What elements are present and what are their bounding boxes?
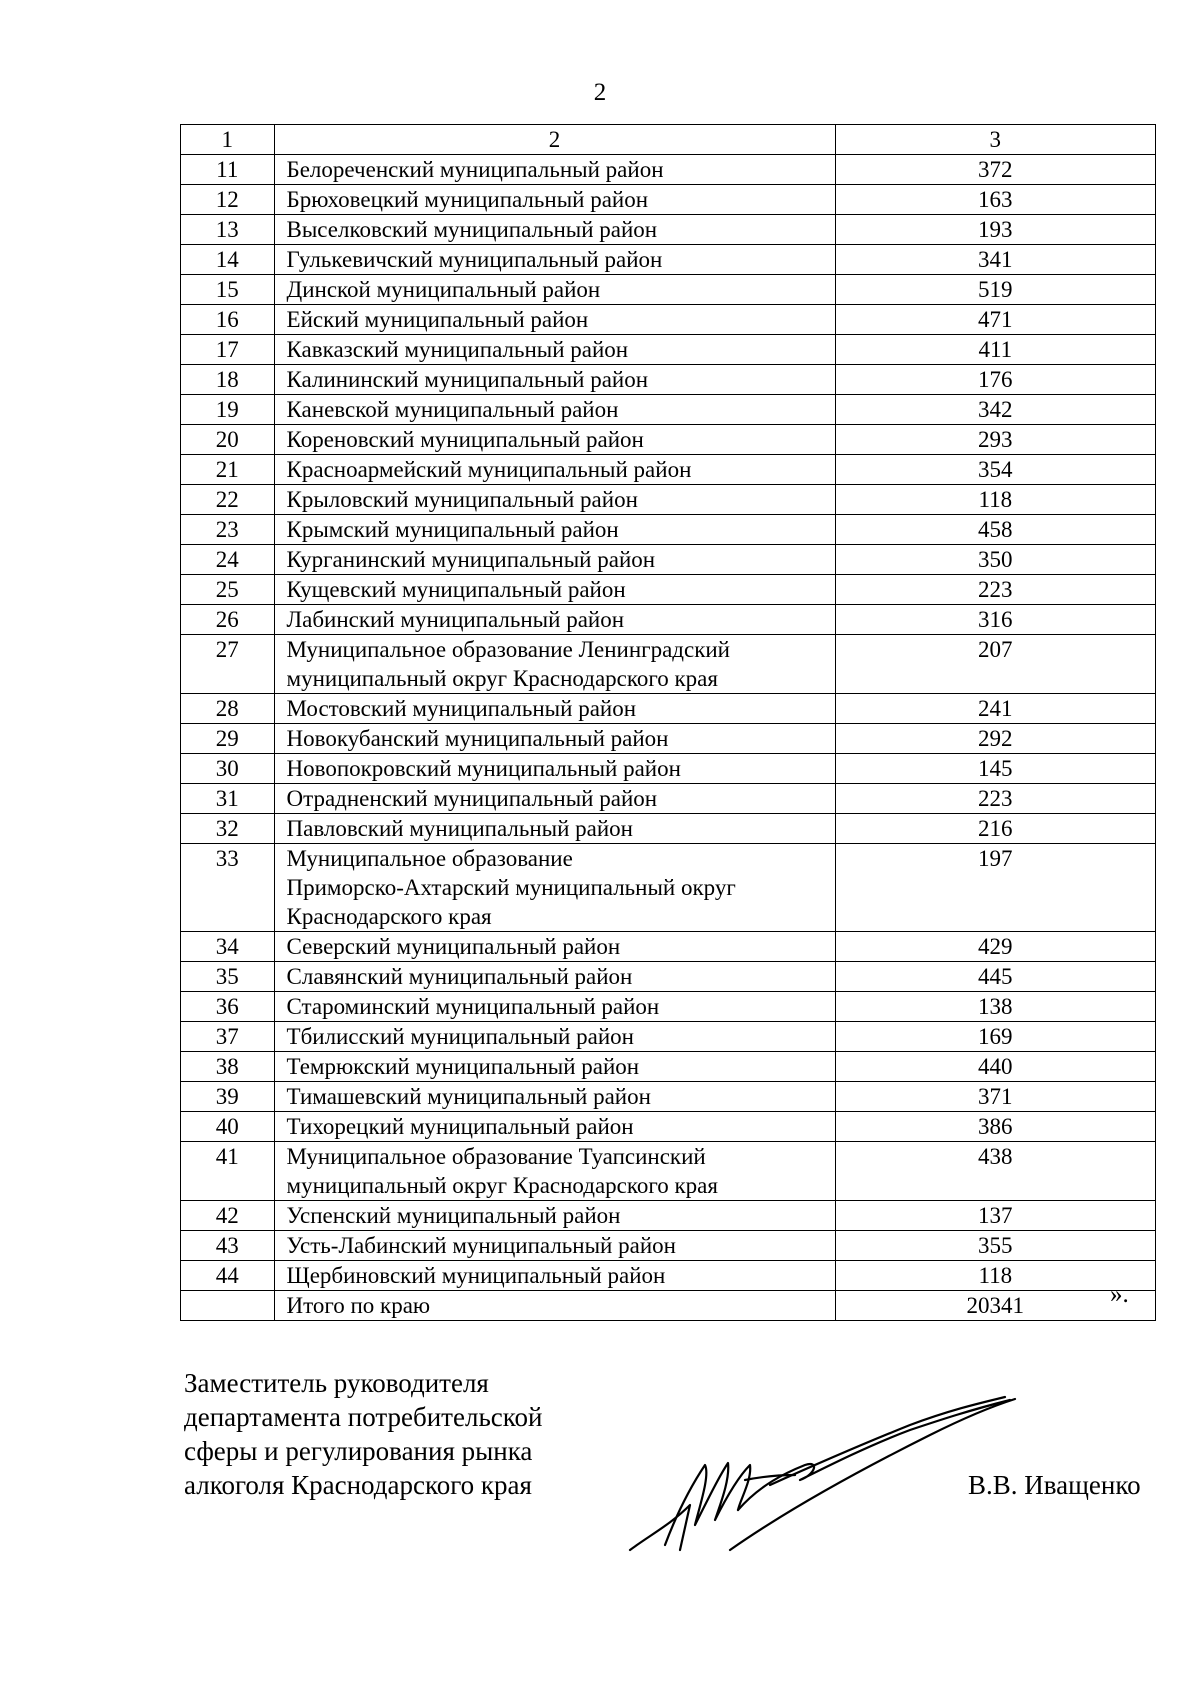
row-name-line: муниципальный округ Краснодарского края	[286, 1173, 718, 1198]
table-row	[181, 575, 1156, 605]
districts-table	[180, 124, 1156, 1321]
row-value-cell: 197	[835, 844, 1155, 932]
row-name-cell: Новокубанский муниципальный район	[274, 724, 835, 754]
row-number-cell: 26	[181, 605, 275, 635]
header-cell-num: 1	[181, 125, 275, 155]
row-name-line: Краснодарского края	[286, 904, 492, 929]
row-name-cell: Павловский муниципальный район	[274, 814, 835, 844]
table-row	[181, 485, 1156, 515]
row-name-cell	[274, 635, 835, 694]
row-name-cell: Крыловский муниципальный район	[274, 485, 835, 515]
row-name-cell: Брюховецкий муниципальный район	[274, 185, 835, 215]
row-value-cell: 445	[835, 962, 1155, 992]
row-name-cell: Динской муниципальный район	[274, 275, 835, 305]
row-value-cell: 458	[835, 515, 1155, 545]
row-number-cell: 11	[181, 155, 275, 185]
row-value-cell: 223	[835, 784, 1155, 814]
row-number-cell: 20	[181, 425, 275, 455]
row-value-cell: 519	[835, 275, 1155, 305]
row-name-cell: Гулькевичский муниципальный район	[274, 245, 835, 275]
row-value-cell: 471	[835, 305, 1155, 335]
table-row	[181, 1082, 1156, 1112]
row-value-cell: 354	[835, 455, 1155, 485]
table-row	[181, 1261, 1156, 1291]
row-value-cell: 169	[835, 1022, 1155, 1052]
row-number-cell: 27	[181, 635, 275, 694]
row-name-cell: Тимашевский муниципальный район	[274, 1082, 835, 1112]
row-number-cell: 25	[181, 575, 275, 605]
row-number-cell: 29	[181, 724, 275, 754]
row-name-cell	[274, 844, 835, 932]
row-value-cell: 223	[835, 575, 1155, 605]
table-row	[181, 515, 1156, 545]
row-number-cell	[181, 1291, 275, 1321]
row-value-cell: 341	[835, 245, 1155, 275]
row-value-cell: 138	[835, 992, 1155, 1022]
row-number-cell: 39	[181, 1082, 275, 1112]
row-value-cell: 372	[835, 155, 1155, 185]
row-name-cell: Староминский муниципальный район	[274, 992, 835, 1022]
row-name-cell: Крымский муниципальный район	[274, 515, 835, 545]
row-number-cell: 19	[181, 395, 275, 425]
row-name-line: Приморско-Ахтарский муниципальный округ	[286, 875, 736, 900]
row-value-cell: 207	[835, 635, 1155, 694]
row-number-cell: 44	[181, 1261, 275, 1291]
table-total-row	[181, 1291, 1156, 1321]
table-row	[181, 962, 1156, 992]
row-value-cell: 429	[835, 932, 1155, 962]
row-number-cell: 35	[181, 962, 275, 992]
header-cell-value: 3	[835, 125, 1155, 155]
row-name-cell: Усть-Лабинский муниципальный район	[274, 1231, 835, 1261]
row-value-cell: 438	[835, 1142, 1155, 1201]
table-row	[181, 275, 1156, 305]
table-row	[181, 992, 1156, 1022]
row-value-cell: 386	[835, 1112, 1155, 1142]
row-value-cell: 411	[835, 335, 1155, 365]
row-number-cell: 33	[181, 844, 275, 932]
row-name-cell: Мостовский муниципальный район	[274, 694, 835, 724]
row-number-cell: 31	[181, 784, 275, 814]
row-name-cell: Ейский муниципальный район	[274, 305, 835, 335]
row-name-cell: Тихорецкий муниципальный район	[274, 1112, 835, 1142]
table-row	[181, 305, 1156, 335]
signer-title-line: алкоголя Краснодарского края	[184, 1470, 532, 1500]
table-row	[181, 1201, 1156, 1231]
table-body	[181, 125, 1156, 1321]
row-value-cell: 241	[835, 694, 1155, 724]
table-row	[181, 754, 1156, 784]
table-row	[181, 814, 1156, 844]
row-name-cell: Темрюкский муниципальный район	[274, 1052, 835, 1082]
table-row	[181, 724, 1156, 754]
row-value-cell: 193	[835, 215, 1155, 245]
row-name-cell: Выселковский муниципальный район	[274, 215, 835, 245]
row-name-line: Муниципальное образование Ленинградский	[286, 637, 730, 662]
table-row	[181, 1231, 1156, 1261]
row-number-cell: 38	[181, 1052, 275, 1082]
row-number-cell: 22	[181, 485, 275, 515]
row-name-cell: Кавказский муниципальный район	[274, 335, 835, 365]
row-name-cell: Кущевский муниципальный район	[274, 575, 835, 605]
row-name-cell: Итого по краю	[274, 1291, 835, 1321]
row-number-cell: 36	[181, 992, 275, 1022]
row-value-cell: 118	[835, 485, 1155, 515]
table-row	[181, 245, 1156, 275]
row-value-cell: 342	[835, 395, 1155, 425]
row-name-cell: Тбилисский муниципальный район	[274, 1022, 835, 1052]
row-number-cell: 16	[181, 305, 275, 335]
row-number-cell: 43	[181, 1231, 275, 1261]
row-name-cell: Северский муниципальный район	[274, 932, 835, 962]
table-row	[181, 1052, 1156, 1082]
row-value-cell: 440	[835, 1052, 1155, 1082]
table-row	[181, 784, 1156, 814]
handwritten-signature	[610, 1385, 1030, 1565]
row-name-line: Муниципальное образование Туапсинский	[286, 1144, 706, 1169]
page-number: 2	[593, 79, 607, 106]
row-name-cell: Каневской муниципальный район	[274, 395, 835, 425]
table-row	[181, 185, 1156, 215]
row-name-cell: Славянский муниципальный район	[274, 962, 835, 992]
closing-quote: ».	[1110, 1281, 1129, 1308]
table-header-row	[181, 125, 1156, 155]
row-name-cell: Отрадненский муниципальный район	[274, 784, 835, 814]
row-number-cell: 15	[181, 275, 275, 305]
row-number-cell: 13	[181, 215, 275, 245]
row-number-cell: 28	[181, 694, 275, 724]
table-row	[181, 932, 1156, 962]
row-name-line: Муниципальное образование	[286, 846, 573, 871]
table-row	[181, 635, 1156, 694]
table-row	[181, 545, 1156, 575]
row-name-cell: Красноармейский муниципальный район	[274, 455, 835, 485]
table-row	[181, 844, 1156, 932]
row-value-cell: 355	[835, 1231, 1155, 1261]
signer-title-line: Заместитель руководителя	[184, 1368, 489, 1398]
row-name-cell: Калининский муниципальный район	[274, 365, 835, 395]
row-value-cell: 145	[835, 754, 1155, 784]
row-value-cell: 176	[835, 365, 1155, 395]
row-number-cell: 24	[181, 545, 275, 575]
table-row	[181, 694, 1156, 724]
row-name-cell: Щербиновский муниципальный район	[274, 1261, 835, 1291]
row-name-cell: Лабинский муниципальный район	[274, 605, 835, 635]
row-number-cell: 42	[181, 1201, 275, 1231]
row-name-cell	[274, 1142, 835, 1201]
table-row	[181, 455, 1156, 485]
row-value-cell: 350	[835, 545, 1155, 575]
row-value-cell: 293	[835, 425, 1155, 455]
row-name-cell: Белореченский муниципальный район	[274, 155, 835, 185]
table-row	[181, 335, 1156, 365]
row-value-cell: 118	[835, 1261, 1155, 1291]
row-number-cell: 18	[181, 365, 275, 395]
row-number-cell: 21	[181, 455, 275, 485]
table-row	[181, 215, 1156, 245]
row-number-cell: 23	[181, 515, 275, 545]
row-number-cell: 40	[181, 1112, 275, 1142]
row-value-cell: 20341	[835, 1291, 1155, 1321]
table-row	[181, 365, 1156, 395]
row-value-cell: 292	[835, 724, 1155, 754]
header-cell-name: 2	[274, 125, 835, 155]
row-name-cell: Новопокровский муниципальный район	[274, 754, 835, 784]
signer-name: В.В. Иващенко	[968, 1470, 1141, 1500]
row-value-cell: 137	[835, 1201, 1155, 1231]
signer-title-line: сферы и регулирования рынка	[184, 1436, 533, 1466]
row-name-cell: Курганинский муниципальный район	[274, 545, 835, 575]
row-value-cell: 163	[835, 185, 1155, 215]
table-row	[181, 425, 1156, 455]
table-row	[181, 155, 1156, 185]
signer-title-line: департамента потребительской	[184, 1402, 543, 1432]
row-number-cell: 41	[181, 1142, 275, 1201]
row-value-cell: 371	[835, 1082, 1155, 1112]
row-number-cell: 30	[181, 754, 275, 784]
row-number-cell: 34	[181, 932, 275, 962]
table-row	[181, 1142, 1156, 1201]
table-row	[181, 1022, 1156, 1052]
row-number-cell: 12	[181, 185, 275, 215]
table-row	[181, 395, 1156, 425]
row-name-cell: Кореновский муниципальный район	[274, 425, 835, 455]
row-value-cell: 216	[835, 814, 1155, 844]
row-name-cell: Успенский муниципальный район	[274, 1201, 835, 1231]
row-number-cell: 32	[181, 814, 275, 844]
table-row	[181, 605, 1156, 635]
row-name-line: муниципальный округ Краснодарского края	[286, 666, 718, 691]
row-number-cell: 17	[181, 335, 275, 365]
row-number-cell: 37	[181, 1022, 275, 1052]
row-value-cell: 316	[835, 605, 1155, 635]
row-number-cell: 14	[181, 245, 275, 275]
table-row	[181, 1112, 1156, 1142]
